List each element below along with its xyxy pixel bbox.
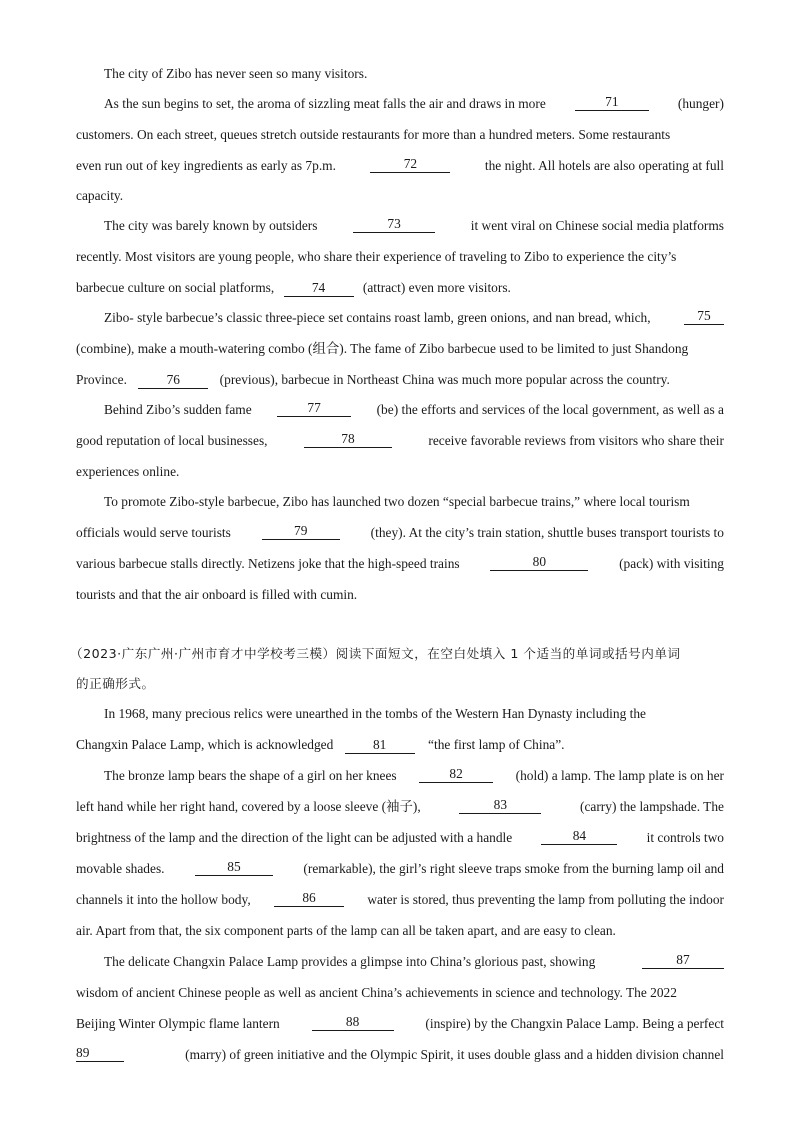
passage1-paragraph3-line1 <box>76 216 724 236</box>
blank-74[interactable]: 74 <box>284 280 354 297</box>
text-segment: barbecue culture on social platforms, <box>76 280 275 295</box>
text-segment: receive favorable reviews from visitors who share their <box>428 433 724 448</box>
passage1-paragraph2-line2 <box>76 125 724 145</box>
text-segment: good reputation of local businesses, <box>76 433 268 448</box>
passage2-paragraph3-line4 <box>76 1045 724 1065</box>
text-segment: officials would serve tourists <box>76 525 231 540</box>
text-segment: (marry) of green initiative and the Olympic Spirit, it uses double glass and a hidden division channel <box>185 1047 724 1062</box>
passage1-paragraph1 <box>76 64 724 84</box>
question-heading-line2 <box>76 674 724 694</box>
blank-78[interactable]: 78 <box>304 431 392 448</box>
text-line: tourists and that the air onboard is filled with cumin. <box>76 587 358 602</box>
passage1-paragraph3-line3 <box>76 278 724 298</box>
passage1-paragraph5-line1 <box>76 400 724 420</box>
passage2-paragraph2-line4 <box>76 859 724 879</box>
blank-81[interactable]: 81 <box>345 737 415 754</box>
text-segment: water is stored, thus preventing the lamp from polluting the indoor <box>367 892 724 907</box>
text-segment: Zibo- style barbecue’s classic three-piece set contains roast lamb, green onions, and nan bread, which, <box>104 310 651 325</box>
passage1-paragraph4-line3 <box>76 370 724 390</box>
passage2-paragraph3-line3 <box>76 1014 724 1034</box>
text-segment: (attract) even more visitors. <box>362 280 511 295</box>
text-segment: movable shades. <box>76 861 165 876</box>
text-segment: (previous), barbecue in Northeast China was much more popular across the country. <box>219 372 670 387</box>
blank-88[interactable]: 88 <box>312 1014 394 1031</box>
heading-text: 的正确形式。 <box>76 676 155 691</box>
passage1-paragraph2-line3 <box>76 156 724 176</box>
passage1-paragraph6-line3 <box>76 554 724 574</box>
blank-79[interactable]: 79 <box>262 523 340 540</box>
blank-82[interactable]: 82 <box>419 766 493 783</box>
passage2-paragraph2-line2 <box>76 797 724 817</box>
passage2-paragraph3-line2 <box>76 983 724 1003</box>
blank-84[interactable]: 84 <box>541 828 617 845</box>
heading-text: （2023·广东广州·广州市育才中学校考三模）阅读下面短文，在空白处填入 1 个适当的单词或括号内单词 <box>70 646 681 661</box>
passage1-paragraph5-line2 <box>76 431 724 451</box>
text-segment: (carry) the lampshade. The <box>579 799 724 814</box>
blank-73[interactable]: 73 <box>353 216 435 233</box>
blank-75[interactable]: 75 <box>684 308 724 325</box>
text-line: recently. Most visitors are young people, who share their experience of traveling to Zibo to experience the city’s <box>76 249 677 264</box>
passage1-paragraph5-line3 <box>76 462 724 482</box>
blank-87[interactable]: 87 <box>642 952 724 969</box>
text-segment: As the sun begins to set, the aroma of sizzling meat falls the air and draws in more <box>104 96 546 111</box>
passage2-paragraph2-line3 <box>76 828 724 848</box>
passage2-paragraph1-line2 <box>76 735 724 755</box>
text-line: experiences online. <box>76 464 180 479</box>
text-segment: Province. <box>76 372 127 387</box>
text-segment: (they). At the city’s train station, shuttle buses transport tourists to <box>370 525 724 540</box>
text-line: In 1968, many precious relics were unearthed in the tombs of the Western Han Dynasty including the <box>104 706 646 721</box>
text-line: capacity. <box>76 188 124 203</box>
text-segment: Behind Zibo’s sudden fame <box>104 402 252 417</box>
question-heading-line1 <box>70 644 724 664</box>
text-segment: brightness of the lamp and the direction of the light can be adjusted with a handle <box>76 830 513 845</box>
text-segment: (be) the efforts and services of the local government, as well as a <box>376 402 724 417</box>
blank-86[interactable]: 86 <box>274 890 344 907</box>
blank-76[interactable]: 76 <box>138 372 208 389</box>
text-line: (combine), make a mouth-watering combo (组合). The fame of Zibo barbecue used to be limited to just Shandong <box>76 341 689 356</box>
text-line: wisdom of ancient Chinese people as well as ancient China’s achievements in science and technology. The 2022 <box>76 985 677 1000</box>
text-line: air. Apart from that, the six component parts of the lamp can all be taken apart, and are easy to clean. <box>76 923 616 938</box>
passage2-paragraph3-line1 <box>76 952 724 972</box>
text-segment: even run out of key ingredients as early as 7p.m. <box>76 158 336 173</box>
text-segment: channels it into the hollow body, <box>76 892 251 907</box>
text-segment: (hold) a lamp. The lamp plate is on her <box>515 768 724 783</box>
text-line: To promote Zibo-style barbecue, Zibo has launched two dozen “special barbecue trains,” where local tourism <box>104 494 690 509</box>
text-line: The city of Zibo has never seen so many visitors. <box>104 66 368 81</box>
blank-83[interactable]: 83 <box>459 797 541 814</box>
passage1-paragraph6-line1 <box>76 492 724 512</box>
passage1-paragraph2-line1 <box>76 94 724 114</box>
passage2-paragraph2-line5 <box>76 890 724 910</box>
text-segment: it controls two <box>646 830 724 845</box>
passage2-paragraph1-line1 <box>76 704 724 724</box>
text-segment: Changxin Palace Lamp, which is acknowledged <box>76 737 334 752</box>
text-segment: various barbecue stalls directly. Netizens joke that the high-speed trains <box>76 556 460 571</box>
text-segment: Beijing Winter Olympic flame lantern <box>76 1016 280 1031</box>
text-segment: “the first lamp of China”. <box>428 737 565 752</box>
passage1-paragraph3-line2 <box>76 247 724 267</box>
text-segment: it went viral on Chinese social media platforms <box>470 218 724 233</box>
passage2-paragraph2-line1 <box>76 766 724 786</box>
passage1-paragraph4-line2 <box>76 339 724 359</box>
text-segment: (inspire) by the Changxin Palace Lamp. Being a perfect <box>425 1016 724 1031</box>
passage1-paragraph4-line1 <box>76 308 724 328</box>
passage1-paragraph6-line4 <box>76 585 724 605</box>
blank-71[interactable]: 71 <box>575 94 649 111</box>
text-segment: (hunger) <box>677 96 724 111</box>
text-segment: left hand while her right hand, covered by a loose sleeve (袖子), <box>76 799 421 814</box>
blank-72[interactable]: 72 <box>370 156 450 173</box>
text-segment: (pack) with visiting <box>619 556 724 571</box>
passage2-paragraph2-line6 <box>76 921 724 941</box>
text-segment: The bronze lamp bears the shape of a girl on her knees <box>104 768 397 783</box>
text-segment: The delicate Changxin Palace Lamp provides a glimpse into China’s glorious past, showing <box>104 954 596 969</box>
blank-77[interactable]: 77 <box>277 400 351 417</box>
blank-89[interactable]: 89 <box>76 1045 124 1062</box>
passage1-paragraph6-line2 <box>76 523 724 543</box>
text-line: customers. On each street, queues stretch outside restaurants for more than a hundred meters. Some restaurants <box>76 127 671 142</box>
text-segment: The city was barely known by outsiders <box>104 218 318 233</box>
blank-85[interactable]: 85 <box>195 859 273 876</box>
text-segment: the night. All hotels are also operating at full <box>484 158 724 173</box>
text-segment: (remarkable), the girl’s right sleeve traps smoke from the burning lamp oil and <box>303 861 724 876</box>
blank-80[interactable]: 80 <box>490 554 588 571</box>
passage1-paragraph2-line4 <box>76 186 724 206</box>
